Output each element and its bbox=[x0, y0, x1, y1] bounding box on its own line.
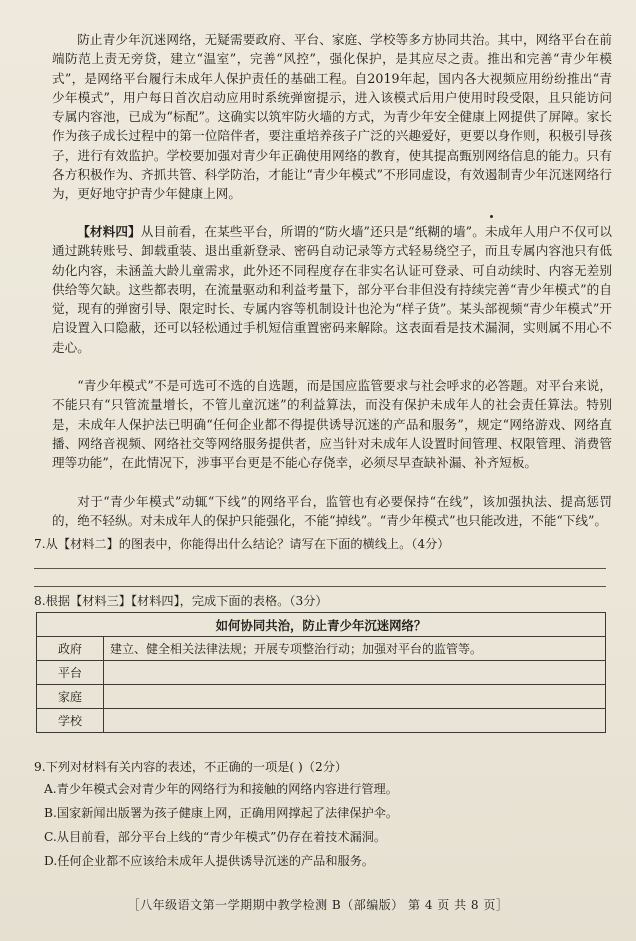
material-4-paragraph-1 bbox=[52, 222, 612, 357]
material-3-paragraph: 防止青少年沉迷网络，无疑需要政府、平台、家庭、学校等多方协同共治。其中，网络平台在前端防范上责无旁贷，建立“温室”，完善“风控”，强化保护，是其应尽之责。推出和完善“青少年模式”，是网络平台履行未成年人保护责任的基础工程。自2019年起，国内各大视频应用纷纷推出“青少年模式”，用户每日首次启动应用时系统弹窗提示，进入该模式后用户使用时段受限，且只能访问专属内容池，已成为“标配”。这确实以筑牢防火墙的方式，为青少年安全健康上网提供了屏障。家长作为孩子成长过程中的第一位陪伴者，要注重培养孩子广泛的兴趣爱好，更要以身作则，积极引导孩子，进行有效监护。学校要加强对青少年正确使用网络的教育，使其提高甄别网络信息的能力。只有各方积极作为、齐抓共管、科学防治，才能让“青少年模式”不形同虚设，有效遏制青少年沉迷网络行为，更好地守护青少年健康上网。 bbox=[52, 32, 612, 202]
table-row bbox=[37, 685, 606, 709]
row-answer-government: 建立、健全相关法律法规；开展专项整治行动；加强对平台的监管等。 bbox=[104, 637, 606, 661]
row-label-family: 家庭 bbox=[37, 685, 104, 709]
answer-table bbox=[36, 612, 606, 733]
question-9: 9.下列对材料有关内容的表述，不正确的一项是( )（2分） bbox=[34, 760, 348, 774]
option-c[interactable]: C.从目前看，部分平台上线的“青少年模式”仍存在着技术漏洞。 bbox=[44, 830, 387, 844]
table-header-row bbox=[37, 613, 606, 637]
answer-line-2[interactable] bbox=[34, 586, 606, 587]
option-b[interactable]: B.国家新闻出版署为孩子健康上网，正确用网撑起了法律保护伞。 bbox=[44, 806, 399, 820]
option-a[interactable]: A.青少年模式会对青少年的网络行为和接触的网络内容进行管理。 bbox=[44, 782, 398, 796]
question-7: 7.从【材料二】的图表中，你能得出什么结论？请写在下面的横线上。（4分） bbox=[34, 537, 450, 551]
row-label-school: 学校 bbox=[37, 709, 104, 733]
row-answer-platform[interactable] bbox=[104, 661, 606, 685]
question-8: 8.根据【材料三】【材料四】，完成下面的表格。（3分） bbox=[34, 594, 328, 608]
row-answer-school[interactable] bbox=[104, 709, 606, 733]
material-4-paragraph-3: 对于“青少年模式”动辄“下线”的网络平台，监管也有必要保持“在线”，该加强执法、提高惩罚的，绝不轻纵。对未成年人的保护只能强化，不能“掉线”。“青少年模式”也只能改进，不能“下线”。 bbox=[52, 494, 612, 529]
row-label-platform: 平台 bbox=[37, 661, 104, 685]
page-footer: ［八年级语文第一学期期中教学检测 B（部编版） 第 4 页 共 8 页］ bbox=[127, 898, 509, 912]
material-4-text-1: 从目前看，在某些平台，所谓的“防火墙”还只是“纸糊的墙”。未成年人用户不仅可以通过跳转账号、卸载重装、退出重新登录、密码自动记录等方式轻易绕空子，而且专属内容池只有低幼化内容，未涵盖大龄儿童需求，此外还不同程度存在非实名认证可登录、可自动续时、内容无差别供给等欠缺。这些都表明，在流量驱动和利益考量下，部分平台非但没有持续完善“青少年模式”的自觉，现有的弹窗引导、限定时长、专属内容等机制设计也沦为“样子货”。某头部视频“青少年模式”开启设置入口隐蔽，还可以轻松通过手机短信重置密码来解除。这表面看是技术漏洞，实则属不用心不走心。 bbox=[52, 224, 612, 355]
material-4-label: 【材料四】 bbox=[77, 224, 141, 239]
table-row bbox=[37, 661, 606, 685]
row-answer-family[interactable] bbox=[104, 685, 606, 709]
option-d[interactable]: D.任何企业都不应该给未成年人提供诱导沉迷的产品和服务。 bbox=[44, 854, 375, 868]
row-label-government: 政府 bbox=[37, 637, 104, 661]
speck-dot bbox=[490, 215, 493, 218]
table-title: 如何协同共治，防止青少年沉迷网络？ bbox=[37, 613, 606, 637]
material-4-paragraph-2: “青少年模式”不是可选可不选的自选题，而是国应监管要求与社会呼求的必答题。对平台来说，不能只有“只管流量增长，不管儿童沉迷”的利益算法，而没有保护未成年人的社会责任算法。特别是，未成年人保护法已明确“任何企业都不得提供诱导沉迷的产品和服务”，规定“网络游戏、网络直播、网络音视频、网络社交等网络服务提供者，应当针对未成年人设置时间管理、权限管理、消费管理等功能”，在此情况下，涉事平台更是不能心存侥幸，必须尽早查缺补漏、补齐短板。 bbox=[52, 378, 612, 471]
answer-line-1[interactable] bbox=[34, 568, 606, 569]
table-row bbox=[37, 709, 606, 733]
table-row bbox=[37, 637, 606, 661]
